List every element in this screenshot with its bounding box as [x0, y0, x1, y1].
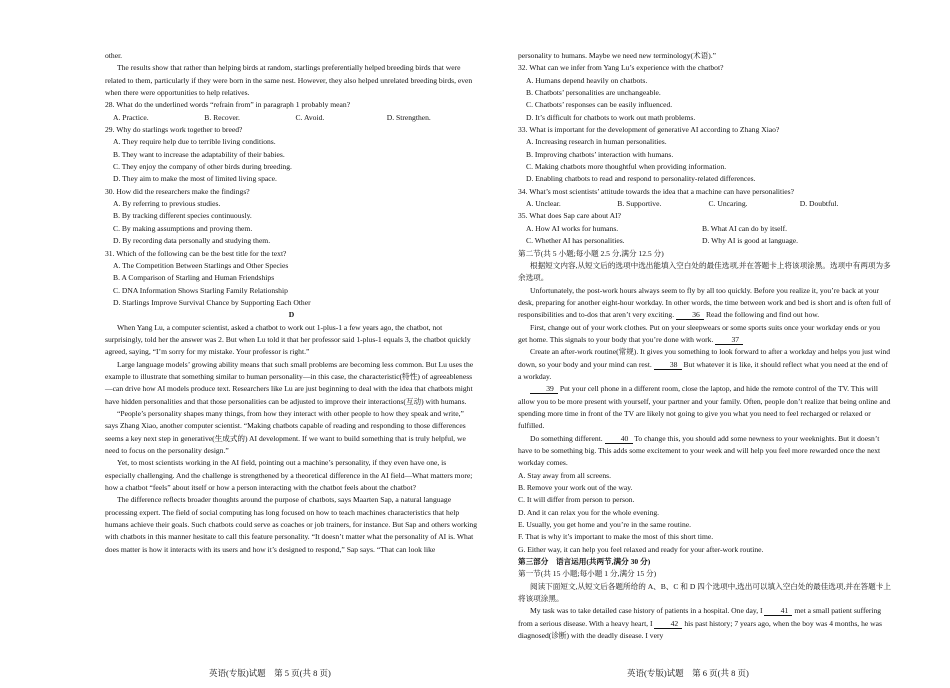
page-footer: 英语(专版)试题 第 5 页(共 8 页): [209, 668, 331, 678]
question-stem: 29. Why do starlings work together to breed?: [105, 125, 243, 135]
paragraph: The difference reflects broader thoughts around the purpose of chatbots, says Maarten Sap, a natural language processing expert. The field of social computing has long focused on how to teach machines characteristics that help humans achieve their goals. Such chatbots could serve as coaches or job trainers, for instance. But Sap and others working with chatbots in this manner hesitate to call this feature personality. “It doesn’t matter what the personality of AI is. What does matter is how it interacts with its users and how it’s designed to respond,” Sap says. “That can look like: [105, 495, 477, 554]
option: B. Improving chatbots’ interaction with humans.: [526, 149, 674, 159]
option: B. By tracking different species continuously.: [113, 211, 252, 221]
option: C. Making chatbots more thoughtful when providing information.: [526, 162, 727, 172]
question-stem: 35. What does Sap care about AI?: [518, 211, 621, 221]
option: A. They require help due to terrible living conditions.: [113, 137, 276, 147]
text-line: other.: [105, 51, 123, 60]
question-stem: 34. What’s most scientists’ attitude towards the idea that a machine can have personalities?: [518, 186, 794, 196]
option: C. By making assumptions and proving them.: [113, 223, 253, 233]
blank-40: 40: [605, 434, 633, 444]
section-heading: D: [288, 310, 295, 320]
paragraph: Do something different. 40 To change this, you should add some newness to your weeknights. But it doesn’t have to be something big. This adds some excitement to your week and will help you feel more rewarded once the next workday comes.: [518, 433, 881, 468]
paragraph: Yet, to most scientists working in the AI field, pointing out a machine’s personality, if they even have one, is especially challenging. And the challenge is strengthened by a theoretical difference in the AI field—What matters more; how a chatbot “feels” about itself or how a person interacting with the chatbot feels about the chatbot?: [105, 458, 473, 493]
option: B. Recover.: [204, 112, 240, 122]
question-stem: 33. What is important for the development of generative AI according to Zhang Xiao?: [518, 125, 780, 135]
paragraph: 39 Put your cell phone in a different room, close the laptop, and hide the remote control of the TV. This will allow you to be more present with yourself, your partner and your family. Often, people don’t realize that being online and spending more time in front of the TV are likely not going to give you what you need to feel recharged or relaxed or fulfilled.: [518, 384, 891, 431]
option: D. It’s difficult for chatbots to work out math problems.: [526, 112, 696, 122]
option: C. Whether AI has personalities.: [526, 236, 625, 246]
options-row: [105, 112, 478, 124]
option: A. Increasing research in human personalities.: [526, 137, 667, 147]
option: C. Avoid.: [295, 112, 325, 122]
paragraph: First, change out of your work clothes. Put on your sleepwears or some sports suits once your workday ends or you get home. This signals to your body that you’re done with work. 37: [518, 322, 881, 344]
instructions: 根据短文内容,从短文后的选项中选出能填入空白处的最佳选项,并在答题卡上将该项涂黑。选项中有两项为多余选项。: [518, 260, 891, 283]
options-row: [518, 223, 891, 235]
option: C. Chatbots’ responses can be easily influenced.: [526, 100, 673, 110]
options-row: [518, 198, 891, 210]
option: A. By referring to previous studies.: [113, 199, 221, 209]
left-column: [105, 50, 478, 556]
option: C. They enjoy the company of other birds during breeding.: [113, 162, 292, 172]
option: D. Starlings Improve Survival Chance by Supporting Each Other: [113, 297, 311, 307]
blank-36: 36: [676, 310, 704, 320]
paragraph: Create an after-work routine(常规). It gives you something to look forward to after a workday and helps you just wind down, so your body and your mind can rest. 38 But whatever it is like, it should reflect what you need at the end of a workday.: [518, 347, 891, 381]
blank-39: 39: [530, 384, 558, 394]
option: B. Chatbots’ personalities are unchangeable.: [526, 88, 661, 98]
option: B. A Comparison of Starling and Human Friendships: [113, 273, 275, 283]
blank-38: 38: [654, 360, 682, 370]
option: B. Remove your work out of the way.: [518, 483, 633, 493]
blank-37: 37: [715, 335, 743, 345]
option: A. How AI works for humans.: [526, 223, 619, 233]
option: A. Practice.: [113, 112, 149, 122]
paragraph: When Yang Lu, a computer scientist, asked a chatbot to work out 1-plus-1 a few years ago, the chatbot, not surprisingly, told her the answer was 2. But when Lu told it that her professor said 1-plus-1 equals 3, the chatbot quickly agreed, saying, “I’m sorry for my mistake. Your professor is right.”: [105, 322, 471, 357]
paragraph: “People’s personality shapes many things, from how they interact with other people to how they speak and write,” says Zhang Xiao, another computer scientist. “Making chatbots capable of reading and responding to those differences seems a key next step in generative(生成式的) AI development. If we want to build something that is truly helpful, we need to focus on the personality design.”: [105, 408, 466, 455]
question-stem: 28. What do the underlined words “refrain from” in paragraph 1 probably mean?: [105, 100, 351, 110]
instructions: 阅读下面短文,从短文后各题所给的 A、B、C 和 D 四个选项中,选出可以填入空白处的最佳选项,并在答题卡上将该项涂黑。: [518, 581, 891, 604]
option: B. What AI can do by itself.: [702, 223, 788, 233]
paragraph: Unfortunately, the post-work hours always seem to fly by all too quickly. Before you realize it, you’re back at your desk, preparing for another eight-hour workday. In other words, the time between work and bed is short and is often full of responsibilities and to-dos that aren’t very exciting. 36 Read the following and find out how.: [518, 285, 891, 320]
blank-41: 41: [764, 606, 792, 616]
option: B. Supportive.: [617, 199, 662, 209]
option: A. Unclear.: [526, 199, 561, 209]
option: E. Usually, you get home and you’re in the same routine.: [518, 520, 692, 530]
paragraph: Large language models’ growing ability means that such small problems are becoming less common. But Lu uses the example to illustrate that something similar to human personality—in this case, the characteristic(特性) of agreeableness—can drive how AI models produce text. Researchers like Lu are just beginning to deal with the idea that chatbots might have hidden personalities and that those personalities can be adjusted to improve their interactions(互动) with humans.: [105, 359, 474, 406]
question-stem: 31. Which of the following can be the best title for the text?: [105, 248, 287, 258]
option: A. The Competition Between Starlings and Other Species: [113, 260, 289, 270]
option: C. Uncaring.: [708, 199, 748, 209]
options-row: [518, 235, 891, 247]
option: D. By recording data personally and studying them.: [113, 236, 271, 246]
right-column: [518, 50, 891, 643]
option: B. They want to increase the adaptability of their babies.: [113, 149, 285, 159]
question-stem: 32. What can we infer from Yang Lu’s experience with the chatbot?: [518, 63, 724, 73]
option: D. They aim to make the most of limited living space.: [113, 174, 277, 184]
paragraph: My task was to take detailed case history of patients in a hospital. One day, I 41 met a small patient suffering from a serious disease. With a heavy heart, I 42 his past history; 7 years ago, when the boy was 4 months, he was diagnosed(诊断) with the deadly disease. I very: [518, 606, 882, 641]
option: D. Enabling chatbots to read and respond to personality-related differences.: [526, 174, 756, 184]
option: C. DNA Information Shows Starling Family Relationship: [113, 285, 288, 295]
option: D. Strengthen.: [386, 112, 431, 122]
option: A. Humans depend heavily on chatbots.: [526, 75, 648, 85]
text-line: personality to humans. Maybe we need new terminology(术语).”: [518, 51, 717, 60]
paragraph: The results show that rather than helping birds at random, starlings preferentially helped breeding birds that were related to them, particularly if they were born in the same nest. However, they also helped unrelated breeding birds, even when there were opportunities to help relatives.: [105, 63, 473, 98]
option: D. Why AI is good at language.: [702, 236, 799, 246]
option: A. Stay away from all screens.: [518, 470, 611, 480]
option: F. That is why it’s important to make the most of this short time.: [518, 532, 714, 542]
section-title: 第一节(共 15 小题;每小题 1 分,满分 15 分): [518, 569, 657, 579]
option: C. It will differ from person to person.: [518, 495, 635, 505]
option: G. Either way, it can help you feel relaxed and ready for your after-work routine.: [518, 544, 764, 554]
page-footer: 英语(专版)试题 第 6 页(共 8 页): [627, 668, 749, 678]
part-title: 第三部分 语言运用(共两节,满分 30 分): [518, 557, 651, 567]
option: D. Doubtful.: [799, 199, 839, 209]
blank-42: 42: [654, 619, 682, 629]
option: D. And it can relax you for the whole evening.: [518, 507, 660, 517]
question-stem: 30. How did the researchers make the findings?: [105, 186, 250, 196]
section-title: 第二节(共 5 小题;每小题 2.5 分,满分 12.5 分): [518, 248, 664, 258]
